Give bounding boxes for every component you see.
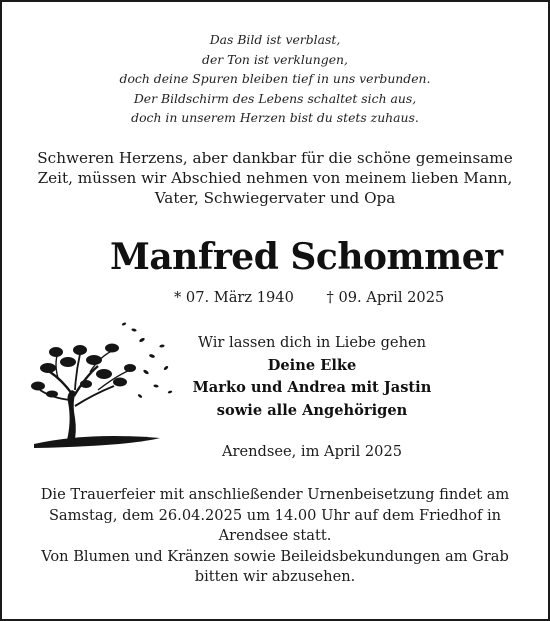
mourners-block [178,332,446,422]
mourner-name: Deine Elke [267,356,357,374]
intro-line: Schweren Herzens, aber dankbar für die schöne gemeinsame [37,149,513,167]
funeral-line: bitten wir abzusehen. [194,568,356,585]
funeral-line: Arendsee statt. [218,527,332,544]
birth-date: * 07. März 1940 [174,289,294,306]
memorial-poem [2,30,548,128]
place-date: Arendsee, im April 2025 [221,443,403,460]
poem-line: Der Bildschirm des Lebens schaltet sich aus, [133,90,417,106]
poem-line: der Ton ist verklungen, [202,51,348,67]
deceased-name: Manfred Schommer [110,236,503,278]
poem-line: doch deine Spuren bleiben tief in uns verbunden. [119,71,431,86]
intro-text [2,148,548,208]
funeral-line: Samstag, dem 26.04.2025 um 14.00 Uhr auf dem Friedhof in [48,506,502,524]
poem-line: Das Bild ist verblast, [209,32,341,47]
intro-line: Zeit, müssen wir Abschied nehmen von meinem lieben Mann, [37,169,513,187]
poem-line: doch in unserem Herzen bist du stets zuhaus. [131,110,419,125]
life-dates [174,288,474,308]
intro-line: Vater, Schwiegervater und Opa [154,189,396,207]
death-date: † 09. April 2025 [326,289,445,306]
windblown-tree-icon [28,310,178,458]
funeral-line: Von Blumen und Kränzen sowie Beileidsbekundungen am Grab [41,547,509,565]
funeral-line: Die Trauerfeier mit anschließender Urnenbeisetzung findet am [40,486,510,503]
funeral-info [2,485,548,588]
mourners-intro: Wir lassen dich in Liebe gehen [198,334,426,351]
mourner-name: Marko und Andrea mit Jastin [192,379,432,396]
mourner-name: sowie alle Angehörigen [216,401,408,419]
